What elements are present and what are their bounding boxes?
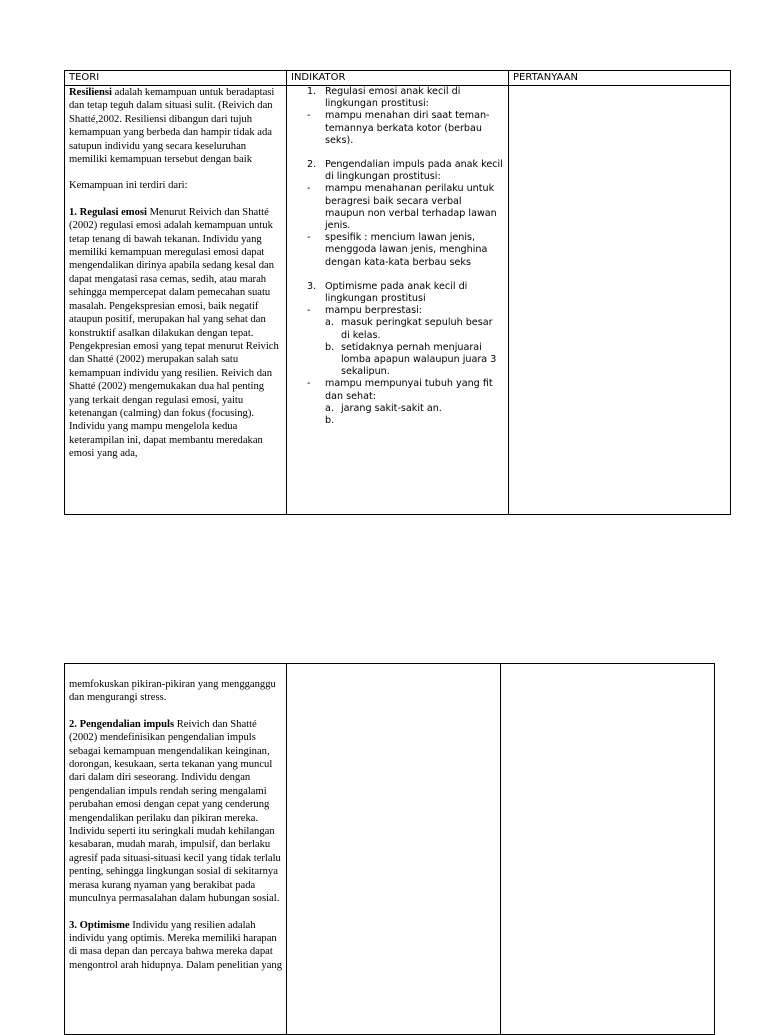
indicator-group-2: 2. Pengendalian impuls pada anak kecil di lingkungan prostitusi: - mampu menahanan perilaku untuk beragresi baik secara verbal maupun non verbal terhadap lawan jenis. - spesifik : mencium lawan jenis, menggoda lawan jenis, menghina dengan kata-kata berbau seks	[307, 159, 503, 268]
continuation-paragraph: memfokuskan pikiran-pikiran yang mengganggu dan mengurangi stress.	[69, 679, 276, 704]
term-resiliensi: Resiliensi	[69, 87, 112, 98]
indicator-group-3: 3. Optimisme pada anak kecil di lingkungan prostitusi - mampu berprestasi: a. masuk peringkat sepuluh besar di kelas. b. setidaknya pernah menjuarai lomba apapun walaupun juara 3 sekalipun. - mampu mempunyai tubuh yang fit dan sehat: a. jarang sakit-sakit an. b.	[307, 281, 504, 427]
theory-table-page1	[64, 70, 731, 515]
header-teori: TEORI	[65, 71, 287, 86]
indicator-subitem: setidaknya pernah menjuarai lomba apapun walaupun juara 3 sekalipun.	[341, 341, 497, 378]
pertanyaan-cell	[509, 86, 731, 515]
indicator-group-1: 1. Regulasi emosi anak kecil di lingkungan prostitusi: - mampu menahan diri saat teman-temannya berkata kotor (berbau seks).	[307, 86, 504, 147]
regulasi-emosi-paragraph	[69, 206, 282, 461]
lead-paragraph: Kemampuan ini terdiri dari:	[69, 180, 188, 192]
teori-cell	[65, 664, 287, 1035]
pengendalian-impuls-paragraph	[69, 718, 282, 906]
indicator-item: mampu menahanan perilaku untuk beragresi baik secara verbal maupun non verbal terhadap lawan jenis.	[325, 183, 497, 232]
indicator-item: spesifik : mencium lawan jenis, menggoda lawan jenis, menghina dengan kata-kata berbau seks	[325, 232, 488, 268]
term-optimisme: 3. Optimisme	[69, 919, 130, 931]
table-row	[65, 664, 715, 1035]
indicator-subitem: jarang sakit-sakit an.	[341, 402, 442, 414]
indicator-title: Regulasi emosi anak kecil di lingkungan prostitusi:	[325, 86, 461, 110]
indikator-cell	[287, 86, 509, 515]
header-indikator: INDIKATOR	[287, 71, 509, 86]
term-pengendalian-impuls: 2. Pengendalian impuls	[69, 718, 175, 730]
table-header-row	[65, 71, 731, 86]
theory-table-page2	[64, 663, 715, 1035]
indicator-item: mampu berprestasi:	[325, 305, 422, 317]
indicator-title: Pengendalian impuls pada anak kecil di lingkungan prostitusi:	[325, 159, 503, 183]
pengendalian-impuls-text: Reivich dan Shatté (2002) mendefinisikan pengendalian impuls sebagai kemampuan mengendalikan keinginan, dorongan, kesukaan, serta tekanan yang muncul dari dalam diri seseorang. Individu dengan pengendalian impuls rendah sering mengalami perubahan emosi dengan cepat yang cenderung mengendalikan perilaku dan pikiran mereka. Individu seperti itu seringkali mudah kehilangan kesabaran, mudah marah, impulsif, dan berlaku agresif pada situasi-situasi kecil yang tidak terlalu penting, sehingga lingkungan sosial di sekitarnya merasa kurang nyaman yang berakibat pada munculnya permasalahan dalam hubungan sosial.	[69, 718, 281, 905]
indicator-item: mampu menahan diri saat teman-temannya berkata kotor (berbau seks).	[325, 110, 490, 146]
teori-cell	[65, 86, 287, 515]
optimisme-text: Individu yang resilien adalah individu yang optimis. Mereka memiliki harapan di masa depan dan percaya bahwa mereka dapat mengontrol arah hidupnya. Dalam penelitian yang	[69, 919, 282, 971]
pertanyaan-cell	[501, 664, 715, 1035]
term-regulasi-emosi: 1. Regulasi emosi	[69, 206, 147, 218]
indicator-subitem: masuk peringkat sepuluh besar di kelas.	[341, 317, 493, 341]
optimisme-paragraph	[69, 919, 282, 973]
indikator-cell	[287, 664, 501, 1035]
regulasi-emosi-text: Menurut Reivich dan Shatté (2002) regulasi emosi adalah kemampuan untuk tetap tenang di bawah tekanan. Individu yang memiliki kemampuan meregulasi emosi dapat mengendalikan dirinya apabila sedang kesal dan dapat mengatasi rasa cemas, sedih, atau marah sehingga mempercepat dalam pemecahan suatu masalah. Pengekspresian emosi, baik negatif ataupun positif, merupakan hal yang sehat dan konstruktif asalkan dilakukan dengan tepat. Pengekpresian emosi yang tepat menurut Reivich dan Shatté (2002) merupakan salah satu kemampuan individu yang resilien. Reivich dan Shatté (2002) mengemukakan dua hal penting yang terkait dengan regulasi emosi, yaitu ketenangan (calming) dan fokus (focusing). Individu yang mampu mengelola kedua keterampilan ini, dapat membantu meredakan emosi yang ada,	[69, 206, 279, 460]
indicator-title: Optimisme pada anak kecil di lingkungan prostitusi	[325, 280, 468, 305]
resiliensi-paragraph	[69, 86, 282, 166]
table-row	[65, 86, 731, 515]
resiliensi-text: adalah kemampuan untuk beradaptasi dan tetap teguh dalam situasi sulit. (Reivich dan Shatté,2002. Resiliensi dibangun dari tujuh kemampuan yang berbeda dan hampir tidak ada satupun individu yang secara keseluruhan memiliki kemampuan tersebut dengan baik	[69, 87, 275, 166]
header-pertanyaan: PERTANYAAN	[509, 71, 731, 86]
indicator-item: mampu mempunyai tubuh yang fit dan sehat:	[325, 378, 493, 402]
